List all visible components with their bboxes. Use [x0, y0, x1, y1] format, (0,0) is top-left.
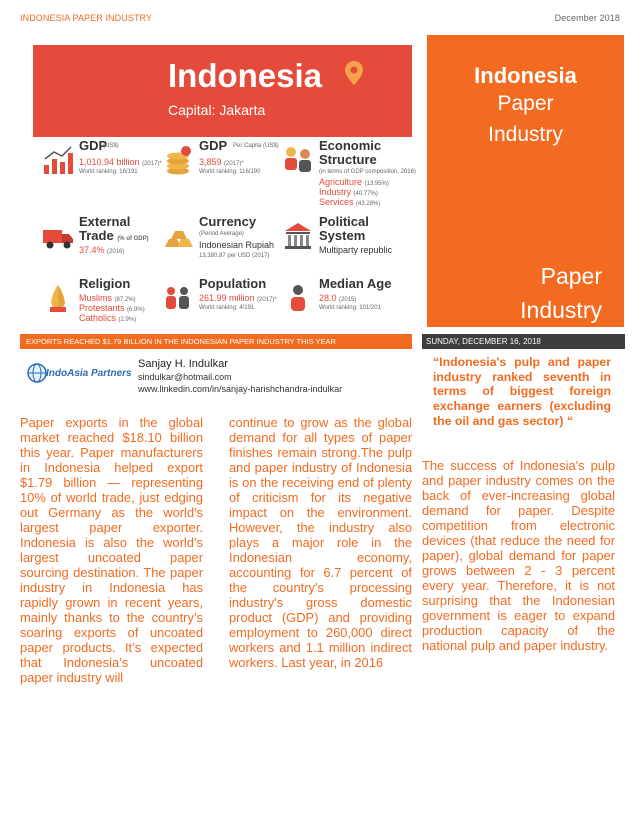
gdp-per-capita-title: GDP [199, 138, 228, 153]
bar-chart-icon [41, 143, 75, 177]
panel-subtitle-industry: Industry [520, 297, 602, 323]
indoasia-partners-logo [26, 362, 130, 384]
economic-structure-title-1: Economic [319, 138, 382, 153]
economic-structure-cell [281, 137, 416, 207]
header-title: INDONESIA PAPER INDUSTRY [20, 13, 153, 23]
economic-industry: Industry (40.77%) [319, 187, 378, 197]
currency-note: (Period Average) [199, 231, 244, 237]
gdp-per-capita-rank: World ranking: 116/190 [199, 169, 261, 175]
religion-title: Religion [79, 276, 131, 291]
people-icon [161, 281, 195, 315]
political-system-cell [281, 213, 401, 271]
economic-services: Services (43.28%) [319, 197, 381, 207]
religion-protestants: Protestants (6.9%) [79, 303, 145, 313]
gdp-cell [41, 137, 161, 195]
infographic-title: Indonesia [168, 57, 323, 94]
gdp-rank: World ranking: 16/191 [79, 169, 138, 175]
currency-rate: 13,380.87 per USD (2017) [199, 253, 270, 259]
population-value: 261.99 million (2017)* [199, 293, 277, 303]
gdp-per-capita-value: 3,859 (2017)* [199, 157, 244, 167]
median-age-rank: World ranking: 101/201 [319, 305, 381, 311]
gdp-unit: (US$) [103, 143, 119, 149]
article-column-1: Paper exports in the global market reached $18.10 billion this year. Paper manufacturers in Indonesia helped export $1.79 billion — representing 10% of world trade, just edging out Germany as the world's largest paper exporter. Indonesia is also the world’s largest uncoated paper sourcing destination. The paper industry in Indonesia has rapidly grown in recent years, mainly thanks to the country’s soaring exports of uncoated paper products. It’s expected that Indonesia’s uncoated paper industry will [20, 415, 203, 685]
economic-structure-note: (in terms of GDP composition, 2016) [319, 169, 416, 175]
external-trade-title-1: External [79, 214, 131, 229]
currency-title: Currency [199, 214, 257, 229]
coin-stack-icon [161, 143, 195, 177]
indonesia-infographic [33, 35, 416, 333]
population-title: Population [199, 276, 267, 291]
external-trade-value: 37.4% (2016) [79, 245, 125, 255]
median-age-cell [281, 275, 401, 333]
praying-hands-icon [41, 281, 75, 315]
government-building-icon [281, 219, 315, 253]
political-system-title-1: Political [319, 214, 369, 229]
population-cell [161, 275, 281, 333]
pull-quote: “Indonesia's pulp and paper industry ranked seventh in terms of biggest foreign exchange earners (excluding the oil and gas sector) “ [433, 355, 611, 428]
article-column-2: continue to grow as the global demand for all types of paper finishes remain strong.The pulp and paper industry of Indonesia is on the receiving end of plenty of criticism for its negative impact on the environment. However, the industry also plays a major role in the Indonesian economy, accounting for 6.7 percent of the country's processing industry's gross domestic product (GDP) and providing employment to 260,000 direct workers and 1.1 million indirect workers. Last year, in 2016 [229, 415, 412, 670]
median-age-title: Median Age [319, 276, 392, 291]
religion-muslims: Muslims (87.2%) [79, 293, 136, 303]
cover-panel [427, 35, 624, 327]
panel-subtitle-paper: Paper [540, 263, 602, 289]
date-bar: SUNDAY, DECEMBER 16, 2018 [422, 334, 625, 349]
political-system-title-2: System [319, 228, 366, 243]
gdp-value: 1,010.94 billion (2017)* [79, 157, 162, 167]
panel-title-indonesia: Indonesia [474, 63, 577, 88]
panel-title-industry: Industry [488, 123, 563, 146]
infographic-capital: Capital: Jakarta [168, 102, 266, 118]
headline-bar: EXPORTS REACHED $1.79 BILLION IN THE INDONESIAN PAPER INDUSTRY THIS YEAR [20, 334, 412, 349]
author-email[interactable]: sindulkar@hotmail.com [138, 372, 232, 382]
author-linkedin[interactable]: www.linkedin.com/in/sanjay-harishchandra-indulkar [138, 384, 343, 394]
author-name: Sanjay H. Indulkar [138, 358, 228, 370]
currency-cell [161, 213, 281, 271]
article-column-3: The success of Indonesia's pulp and paper industry comes on the back of ever-increasing global demand for paper. Despite competition from electronic devices (that reduce the need for paper), global demand for paper grows between 2 - 3 percent every year. Therefore, it is not surprising that the Indonesian government is eager to expand production capacity of the national pulp and paper industry. [422, 458, 615, 653]
external-trade-cell [41, 213, 161, 271]
external-trade-title-2: Trade (% of GDP) [79, 228, 149, 243]
median-age-value: 28.0 (2015) [319, 293, 357, 303]
population-rank: World ranking: 4/191 [199, 305, 255, 311]
gdp-title: GDP [79, 138, 108, 153]
economic-agriculture: Agriculture (13.95%) [319, 177, 389, 187]
religion-cell [41, 275, 161, 333]
gdp-per-capita-cell [161, 137, 281, 195]
location-pin-icon [345, 61, 363, 85]
economic-structure-title-2: Structure [319, 152, 377, 167]
truck-icon [41, 219, 75, 253]
person-age-icon [281, 281, 315, 315]
gold-bars-icon [161, 219, 195, 253]
currency-name: Indonesian Rupiah [199, 240, 275, 250]
panel-title-paper: Paper [497, 92, 554, 115]
gdp-per-capita-unit: Per Capita (US$) [233, 143, 279, 149]
workers-icon [281, 143, 315, 177]
religion-catholics: Catholics (2.9%) [79, 313, 137, 323]
political-system-value: Multiparty republic [319, 245, 393, 255]
header-date: December 2018 [554, 13, 620, 23]
logo-text: IndoAsia Partners [46, 368, 132, 379]
globe-logo-icon [26, 362, 48, 384]
